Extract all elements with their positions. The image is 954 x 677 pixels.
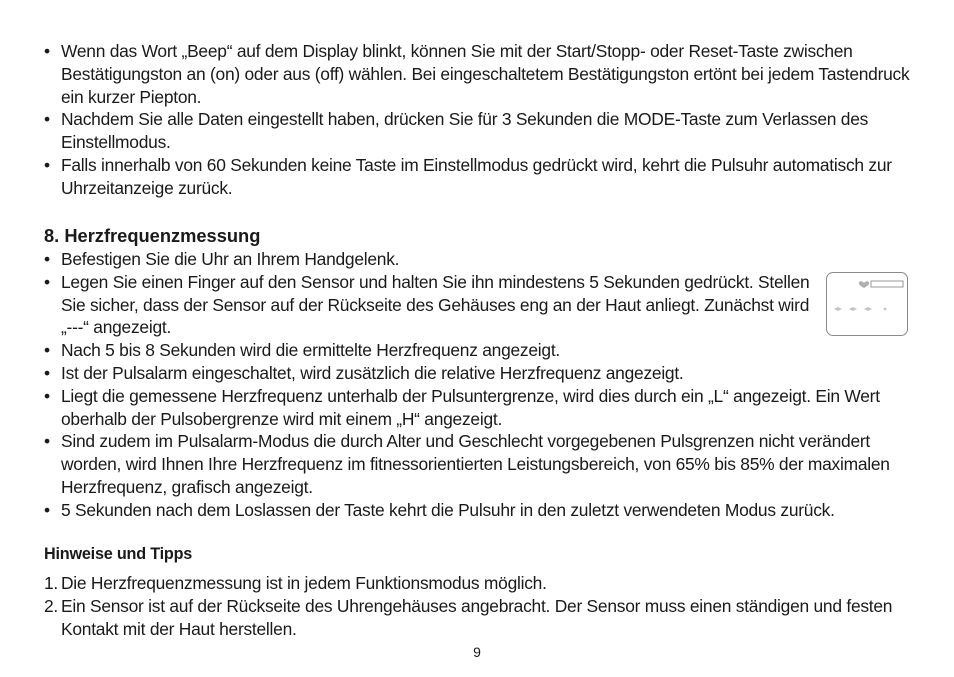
list-item: • Befestigen Sie die Uhr an Ihrem Handgelenk. <box>44 248 912 271</box>
dash-segment <box>849 307 857 311</box>
dash-segment <box>834 307 842 311</box>
tips-list <box>44 572 912 640</box>
list-number: 1. <box>44 573 59 593</box>
list-item: • Nach 5 bis 8 Sekunden wird die ermittelte Herzfrequenz angezeigt. <box>44 339 912 362</box>
list-number: 2. <box>44 595 59 616</box>
heart-rate-bullet-list <box>44 248 912 522</box>
page-number: 9 <box>473 644 481 660</box>
list-item: • Nachdem Sie alle Daten eingestellt haben, drücken Sie für 3 Sekunden die MODE-Taste zum Verlassen des Einstellmodus. <box>44 108 912 154</box>
list-item: • Legen Sie einen Finger auf den Sensor und halten Sie ihn mindestens 5 Sekunden gedrückt. Stellen Sie sicher, dass der Sensor auf der Rückseite des Gehäuses eng an der Haut anliegt. Zunächst wird „---“ angezeigt. <box>44 271 912 339</box>
watch-display-illustration <box>826 272 908 336</box>
heart-icon <box>859 281 869 288</box>
list-item: • Ist der Pulsalarm eingeschaltet, wird zusätzlich die relative Herzfrequenz angezeigt. <box>44 362 912 385</box>
dash-segment <box>864 307 872 311</box>
list-item: • Sind zudem im Pulsalarm-Modus die durch Alter und Geschlecht vorgegebenen Pulsgrenzen nicht verändert worden, wird Ihnen Ihre Herzfrequenz im fitnessorientierten Leistungsbereich, von 65% bis 85% der maximalen Herzfrequenz, grafisch angezeigt. <box>44 430 912 498</box>
display-dot <box>884 308 887 311</box>
list-text: Die Herzfrequenzmessung ist in jedem Funktionsmodus möglich. <box>61 573 547 593</box>
list-item: • Wenn das Wort „Beep“ auf dem Display blinkt, können Sie mit der Start/Stopp- oder Reset-Taste zwischen Bestätigungston an (on) oder aus (off) wählen. Bei eingeschaltetem Bestätigungston ertönt bei jedem Tastendruck ein kurzer Piepton. <box>44 40 912 108</box>
list-item <box>44 595 912 641</box>
tips-heading: Hinweise und Tipps <box>44 545 193 563</box>
settings-bullet-list <box>44 40 912 200</box>
section-heading: 8. Herzfrequenzmessung <box>44 225 261 246</box>
list-item: • Liegt die gemessene Herzfrequenz unterhalb der Pulsuntergrenze, wird dies durch ein „L“ angezeigt. Ein Wert oberhalb der Pulsobergrenze wird mit einem „H“ angezeigt. <box>44 385 912 431</box>
display-graphic <box>827 273 909 337</box>
list-item: • 5 Sekunden nach dem Loslassen der Taste kehrt die Pulsuhr in den zuletzt verwendeten Modus zurück. <box>44 499 912 522</box>
list-text: Ein Sensor ist auf der Rückseite des Uhrengehäuses angebracht. Der Sensor muss einen ständigen und festen Kontakt mit der Haut herstellen. <box>61 595 893 639</box>
display-bar-segment <box>871 281 903 287</box>
list-item: • Falls innerhalb von 60 Sekunden keine Taste im Einstellmodus gedrückt wird, kehrt die Pulsuhr automatisch zur Uhrzeitanzeige zurück. <box>44 154 912 200</box>
list-item <box>44 572 912 595</box>
